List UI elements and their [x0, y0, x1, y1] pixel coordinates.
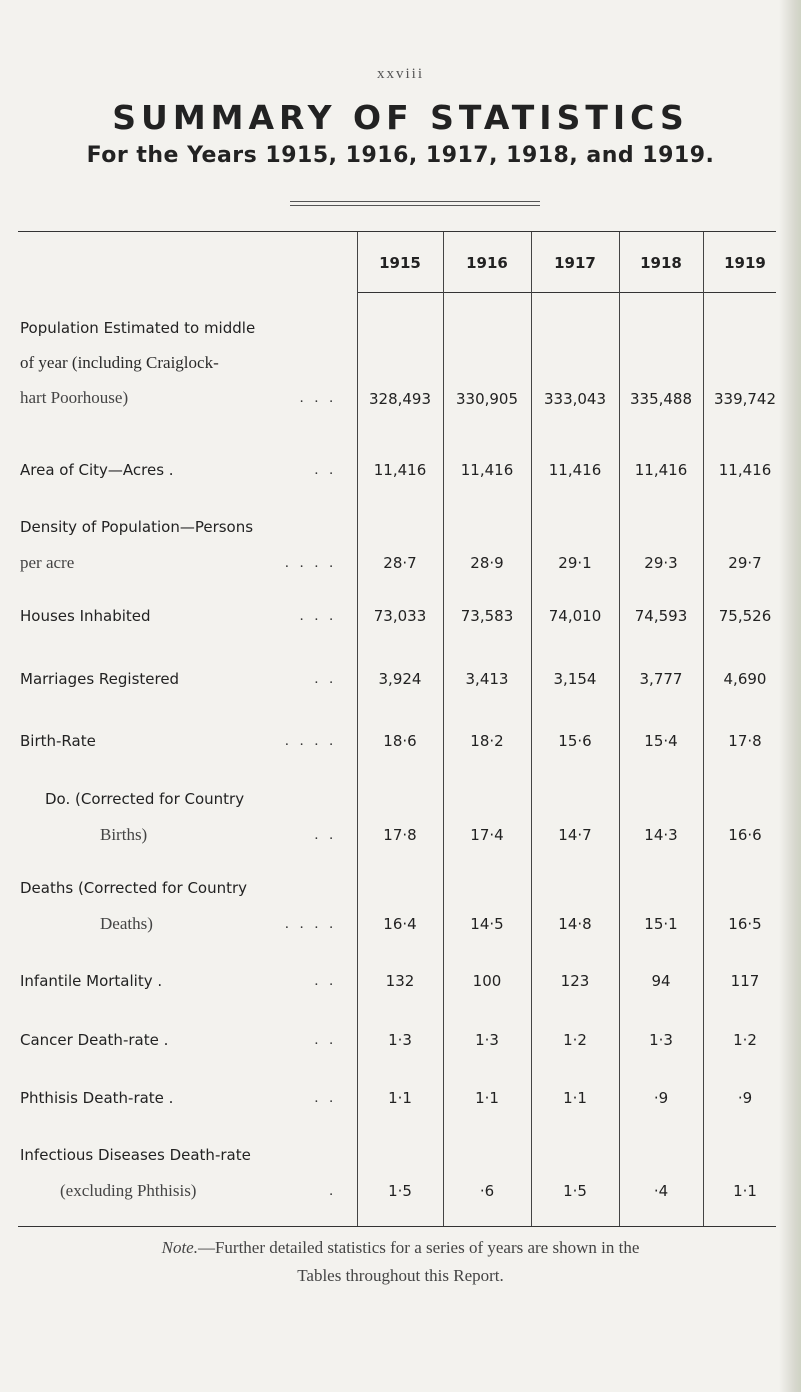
table-cell: 17·8: [728, 732, 762, 750]
leader-dots: ..: [314, 462, 344, 478]
year-header: 1917: [554, 254, 596, 272]
label-line: Cancer Death-rate .: [20, 1031, 169, 1049]
label-line: Births): [100, 825, 148, 844]
table-cell: 1·1: [563, 1089, 587, 1107]
leader-dots: ..: [314, 1090, 344, 1106]
label-line: Marriages Registered: [20, 670, 180, 688]
leader-dots: ....: [285, 916, 344, 932]
table-cell: 14·7: [558, 826, 592, 844]
table-cell: 328,493: [368, 390, 432, 408]
label-line: Infectious Diseases Death-rate: [20, 1146, 251, 1164]
label-line: Population Estimated to middle: [20, 319, 256, 337]
label-line: Area of City—Acres .: [20, 461, 174, 479]
leader-dots: ..: [314, 1032, 344, 1048]
footnote-line-2: Tables throughout this Report.: [297, 1266, 504, 1285]
label-line: Do. (Corrected for Country: [45, 790, 245, 808]
column-divider: [443, 232, 444, 1226]
table-cell: 1·3: [475, 1031, 499, 1049]
table-cell: 29·3: [644, 554, 678, 572]
table-cell: ·4: [653, 1182, 669, 1200]
row-label-phthisis: [20, 1083, 350, 1113]
table-cell: 18·6: [383, 732, 417, 750]
table-cell: 14·5: [470, 915, 504, 933]
leader-dots: ....: [285, 733, 344, 749]
table-cell: 16·4: [383, 915, 417, 933]
table-cell: 15·4: [644, 732, 678, 750]
year-header: 1918: [640, 254, 682, 272]
label-line: Houses Inhabited: [20, 607, 151, 625]
row-label-cancer: [20, 1025, 350, 1055]
leader-dots: ...: [299, 608, 344, 624]
page-title: SUMMARY OF STATISTICS: [112, 98, 689, 137]
table-cell: 74,010: [548, 607, 602, 625]
table-cell: 333,043: [543, 390, 607, 408]
table-cell: 74,593: [634, 607, 688, 625]
table-cell: 132: [385, 972, 415, 990]
table-cell: 14·8: [558, 915, 592, 933]
table-bottom-rule: [18, 1226, 776, 1227]
table-cell: 11,416: [548, 461, 602, 479]
table-cell: 1·5: [563, 1182, 587, 1200]
table-cell: ·9: [737, 1089, 753, 1107]
table-cell: 4,690: [723, 670, 767, 688]
page-subtitle: For the Years 1915, 1916, 1917, 1918, and 1919.: [86, 143, 715, 168]
table-cell: 11,416: [373, 461, 427, 479]
note-text: —Further detailed statistics for a series of years are shown in the: [197, 1238, 640, 1257]
label-line: Birth-Rate: [20, 732, 96, 750]
table-cell: 1·3: [388, 1031, 412, 1049]
table-cell: 18·2: [470, 732, 504, 750]
table-cell: 3,777: [639, 670, 683, 688]
table-cell: 3,413: [465, 670, 509, 688]
table-cell: 3,154: [553, 670, 597, 688]
table-cell: 94: [651, 972, 671, 990]
column-divider: [703, 232, 704, 1226]
table-cell: 28·7: [383, 554, 417, 572]
table-cell: ·9: [653, 1089, 669, 1107]
table-cell: 335,488: [629, 390, 693, 408]
label-line: Phthisis Death-rate .: [20, 1089, 174, 1107]
leader-dots: ...: [299, 390, 344, 406]
table-cell: 29·1: [558, 554, 592, 572]
table-cell: 28·9: [470, 554, 504, 572]
row-label-area: [20, 455, 350, 485]
label-line: hart Poorhouse): [20, 388, 129, 407]
table-cell: 3,924: [378, 670, 422, 688]
row-label-deaths: [20, 873, 350, 938]
table-cell: 117: [730, 972, 760, 990]
table-cell: 11,416: [718, 461, 772, 479]
row-label-houses: [20, 601, 350, 631]
table-cell: 1·1: [388, 1089, 412, 1107]
footnote-line-1: [0, 1234, 801, 1262]
row-label-infantile-mortality: [20, 966, 350, 996]
label-line: Deaths (Corrected for Country: [20, 879, 248, 897]
table-cell: 17·4: [470, 826, 504, 844]
table-cell: 1·2: [733, 1031, 757, 1049]
table-cell: 1·5: [388, 1182, 412, 1200]
leader-dots: ....: [285, 555, 344, 571]
year-header: 1915: [379, 254, 421, 272]
column-divider: [531, 232, 532, 1226]
label-line: Density of Population—Persons: [20, 518, 254, 536]
leader-dots: ..: [314, 827, 344, 843]
leader-dots: .: [329, 1183, 344, 1199]
row-label-population: [20, 313, 350, 413]
row-label-infectious: [20, 1140, 350, 1205]
table-cell: 100: [472, 972, 502, 990]
decorative-rule-bottom: [290, 205, 540, 206]
leader-dots: ..: [314, 671, 344, 687]
table-cell: 1·3: [649, 1031, 673, 1049]
table-cell: 11,416: [634, 461, 688, 479]
table-cell: 73,583: [460, 607, 514, 625]
page-number: xxviii: [376, 66, 424, 82]
table-cell: 11,416: [460, 461, 514, 479]
table-cell: 1·2: [563, 1031, 587, 1049]
table-cell: 15·6: [558, 732, 592, 750]
row-label-density: [20, 512, 350, 577]
table-cell: 14·3: [644, 826, 678, 844]
leader-dots: ..: [314, 973, 344, 989]
table-cell: 29·7: [728, 554, 762, 572]
label-line: per acre: [20, 553, 75, 572]
table-cell: 16·5: [728, 915, 762, 933]
label-line: of year (including Craiglock-: [20, 353, 219, 372]
table-cell: 16·6: [728, 826, 762, 844]
year-header: 1919: [724, 254, 766, 272]
table-cell: ·6: [479, 1182, 495, 1200]
table-cell: 123: [560, 972, 590, 990]
label-line: (excluding Phthisis): [60, 1181, 197, 1200]
table-cell: 330,905: [455, 390, 519, 408]
table-cell: 339,742: [713, 390, 777, 408]
row-label-birth-rate-corrected: [20, 784, 350, 849]
table-top-rule: [18, 231, 776, 232]
table-cell: 75,526: [718, 607, 772, 625]
row-label-birth-rate: [20, 726, 350, 756]
note-lead: Note.: [161, 1238, 198, 1257]
header-rule: [357, 292, 776, 293]
table-cell: 73,033: [373, 607, 427, 625]
table-cell: 1·1: [733, 1182, 757, 1200]
row-label-marriages: [20, 664, 350, 694]
table-cell: 15·1: [644, 915, 678, 933]
page-edge-shadow: [779, 0, 801, 1392]
decorative-rule-top: [290, 201, 540, 202]
label-line: Infantile Mortality .: [20, 972, 163, 990]
table-cell: 1·1: [475, 1089, 499, 1107]
year-header: 1916: [466, 254, 508, 272]
column-divider: [357, 232, 358, 1226]
table-cell: 17·8: [383, 826, 417, 844]
column-divider: [619, 232, 620, 1226]
label-line: Deaths): [100, 914, 153, 933]
